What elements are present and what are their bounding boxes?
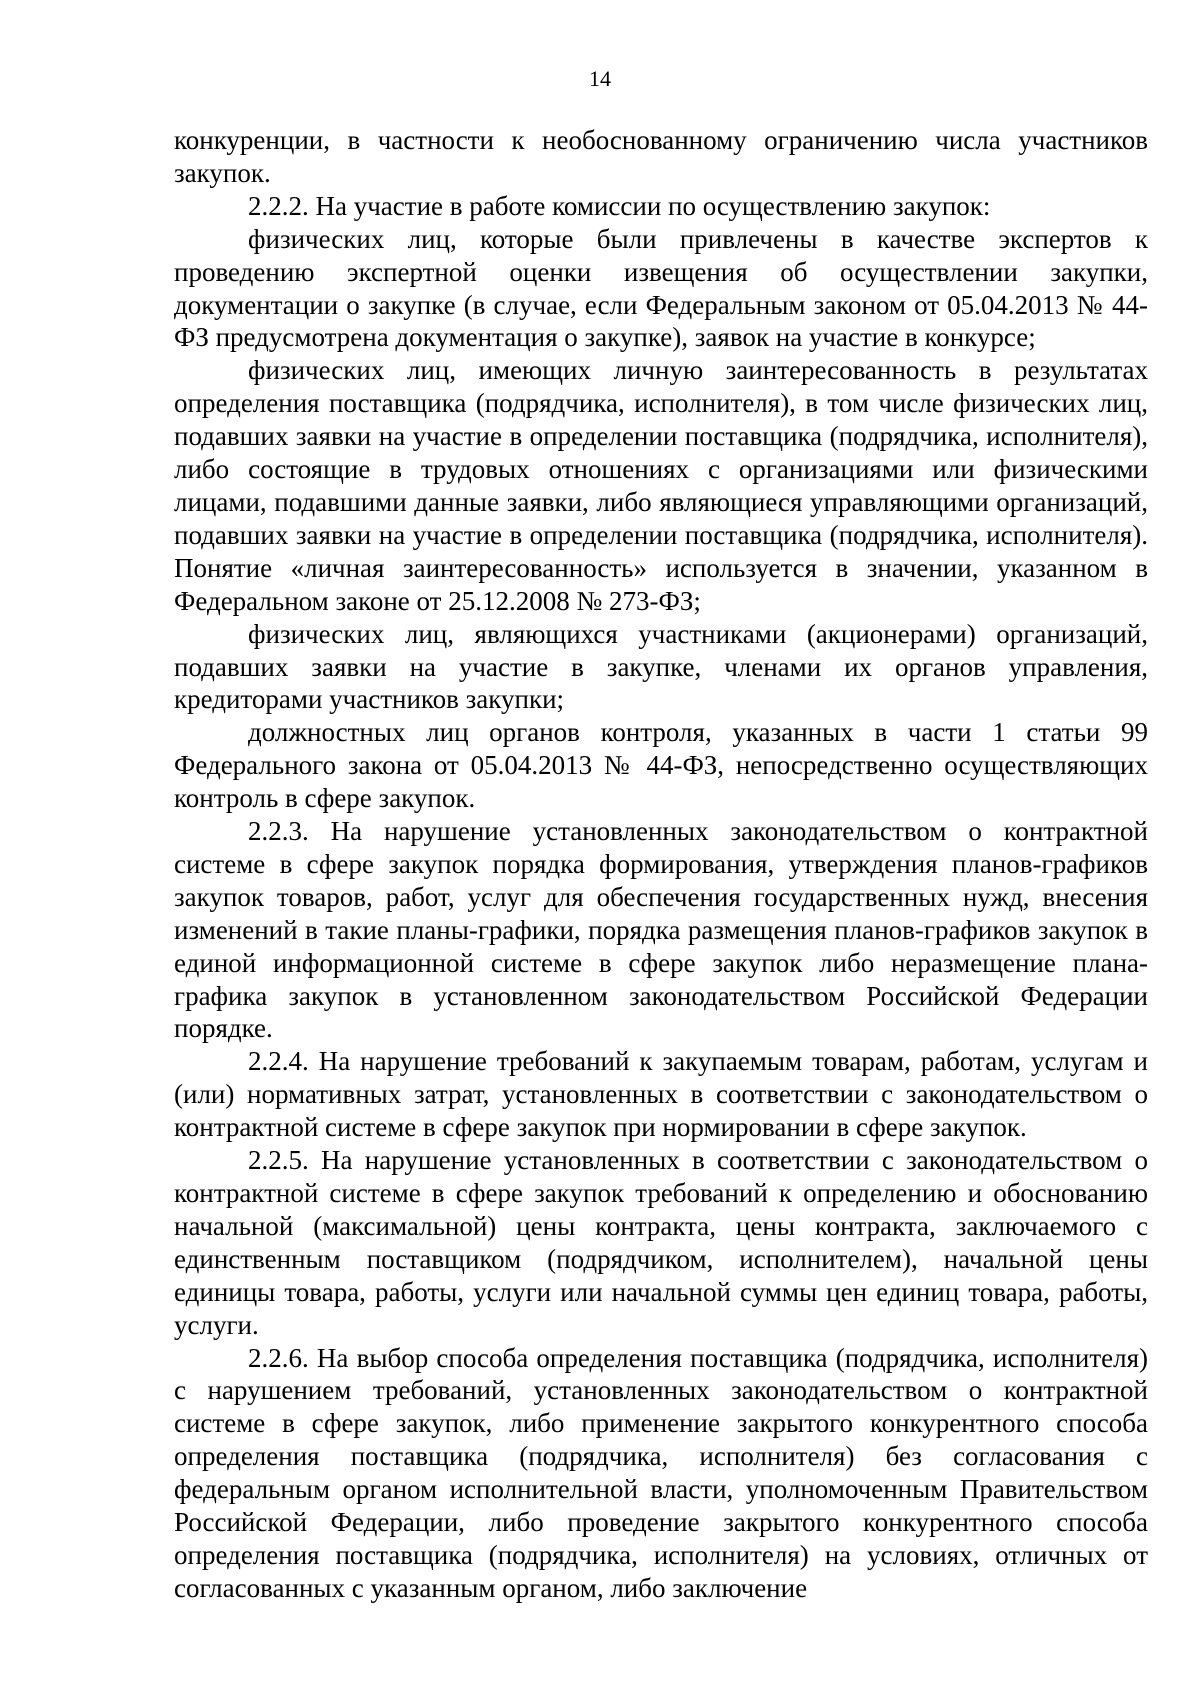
paragraph-2-2-5: 2.2.5. На нарушение установленных в соответствии с законодательством о контрактной системе в сфере закупок требований к определению и обоснованию начальной (максимальной) цены контракта, цены контракта, заключаемого с единственным поставщиком (подрядчиком, исполнителем), начальной цены единицы товара, работы, услуги или начальной суммы цен единиц товара, работы, услуги. [174, 1145, 1148, 1340]
paragraph-personal-interest: физических лиц, имеющих личную заинтересованность в результатах определения поставщика (подрядчика, исполнителя), в том числе физических лиц, подавших заявки на участие в определении поставщика (подрядчика, исполнителя), либо состоящие в трудовых отношениях с организациями или физическими лицами, подавшими данные заявки, либо являющиеся управляющими организаций, подавших заявки на участие в определении поставщика (подрядчика, исполнителя). Понятие «личная заинтересованность» используется в значении, указанном в Федеральном законе от 25.12.2008 № 273-ФЗ; [174, 355, 1148, 616]
paragraph-shareholders: физических лиц, являющихся участниками (акционерами) организаций, подавших заявки на участие в закупке, членами их органов управления, кредиторами участников закупки; [174, 618, 1148, 715]
paragraph-control-officials: должностных лиц органов контроля, указанных в части 1 статьи 99 Федерального закона от 05.04.2013 № 44-ФЗ, непосредственно осуществляющих контроль в сфере закупок. [174, 717, 1148, 814]
paragraph-continuation: конкуренции, в частности к необоснованному ограничению числа участников закупок. [174, 125, 1148, 188]
paragraph-2-2-2: 2.2.2. На участие в работе комиссии по осуществлению закупок: [248, 190, 991, 221]
paragraph-2-2-4: 2.2.4. На нарушение требований к закупаемым товарам, работам, услугам и (или) нормативных затрат, установленных в соответствии с законодательством о контрактной системе в сфере закупок при нормировании в сфере закупок. [174, 1046, 1148, 1143]
paragraph-2-2-3: 2.2.3. На нарушение установленных законодательством о контрактной системе в сфере закупок порядка формирования, утверждения планов-графиков закупок товаров, работ, услуг для обеспечения государственных нужд, внесения изменений в такие планы-графики, порядка размещения планов-графиков закупок в единой информационной системе в сфере закупок либо неразмещение плана-графика закупок в установленном законодательством Российской Федерации порядке. [174, 816, 1148, 1044]
document-body [174, 124, 1148, 1605]
paragraph-2-2-6: 2.2.6. На выбор способа определения поставщика (подрядчика, исполнителя) с нарушением требований, установленных законодательством о контрактной системе в сфере закупок, либо применение закрытого конкурентного способа определения поставщика (подрядчика, исполнителя) без согласования с федеральным органом исполнительной власти, уполномоченным Правительством Российской Федерации, либо проведение закрытого конкурентного способа определения поставщика (подрядчика, исполнителя) на условиях, отличных от согласованных с указанным органом, либо заключение [174, 1342, 1148, 1603]
paragraph-experts: физических лиц, которые были привлечены в качестве экспертов к проведению экспертной оценки извещения об осуществлении закупки, документации о закупке (в случае, если Федеральным законом от 05.04.2013 № 44-ФЗ предусмотрена документация о закупке), заявок на участие в конкурсе; [174, 223, 1148, 353]
page-number: 14 [589, 66, 611, 91]
